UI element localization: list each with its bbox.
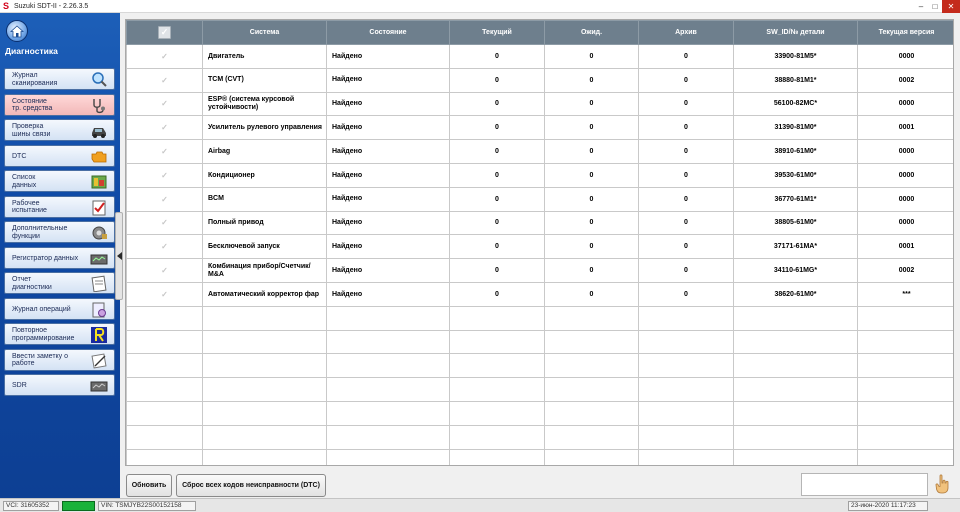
empty-table-row bbox=[127, 449, 955, 466]
cell-system: Кондиционер bbox=[203, 163, 327, 187]
sidebar-item-label: SDR bbox=[12, 382, 27, 389]
cell-system: ESP® (система курсовой устойчивости) bbox=[203, 92, 327, 116]
table-row[interactable] bbox=[127, 235, 955, 259]
cell-archive: 0 bbox=[639, 235, 734, 259]
sidebar-item-stethoscope[interactable] bbox=[4, 94, 115, 116]
cell-version: 0000 bbox=[858, 211, 955, 235]
cell-sw-id: 38805-61M0* bbox=[734, 211, 858, 235]
status-bar bbox=[0, 498, 960, 512]
table-header-row bbox=[127, 21, 955, 45]
cell-expected: 0 bbox=[545, 187, 639, 211]
cell-current: 0 bbox=[450, 282, 545, 306]
cell-system: Автоматический корректор фар bbox=[203, 282, 327, 306]
cell-sw-id: 34110-61MG* bbox=[734, 259, 858, 283]
sidebar-item-label: Журнал сканирования bbox=[12, 72, 58, 87]
vin-status: VIN: TSMJYB22S00152158 bbox=[98, 501, 196, 511]
table-row[interactable] bbox=[127, 92, 955, 116]
table-row[interactable] bbox=[127, 163, 955, 187]
cell-expected: 0 bbox=[545, 45, 639, 69]
cell-sw-id: 37171-61MA* bbox=[734, 235, 858, 259]
message-box bbox=[801, 473, 928, 496]
cell-current: 0 bbox=[450, 235, 545, 259]
title-bar bbox=[0, 0, 960, 13]
cell-sw-id: 39530-61M0* bbox=[734, 163, 858, 187]
table-row[interactable] bbox=[127, 116, 955, 140]
cell-archive: 0 bbox=[639, 116, 734, 140]
window-title: Suzuki SDT-II - 2.26.3.5 bbox=[14, 2, 89, 10]
cell-system: Бесключевой запуск bbox=[203, 235, 327, 259]
cell-archive: 0 bbox=[639, 259, 734, 283]
select-all-checkbox[interactable]: ✓ bbox=[158, 26, 171, 39]
sidebar-item-car[interactable] bbox=[4, 119, 115, 141]
home-icon bbox=[10, 25, 24, 38]
sidebar-item-checklist[interactable] bbox=[4, 196, 115, 218]
collapse-arrow-icon bbox=[117, 252, 122, 260]
cell-system: Полный привод bbox=[203, 211, 327, 235]
row-checkbox[interactable]: ✓ bbox=[127, 45, 203, 69]
cell-expected: 0 bbox=[545, 282, 639, 306]
cell-archive: 0 bbox=[639, 140, 734, 164]
sdr-icon bbox=[90, 377, 108, 394]
tools-icon bbox=[90, 224, 108, 241]
sidebar-item-label: Рабочее испытание bbox=[12, 199, 47, 214]
cell-version: 0002 bbox=[858, 259, 955, 283]
sidebar-item-engine-warning[interactable] bbox=[4, 145, 115, 167]
report-icon bbox=[90, 275, 108, 292]
cell-current: 0 bbox=[450, 68, 545, 92]
sidebar-title: Диагностика bbox=[5, 46, 58, 56]
datetime-status: 23-июн-2020 11:17:23 bbox=[848, 501, 928, 511]
minimize-button[interactable]: – bbox=[918, 2, 924, 11]
data-list-icon bbox=[90, 173, 108, 190]
cell-state: Найдено bbox=[327, 282, 450, 306]
recorder-icon bbox=[90, 250, 108, 267]
empty-table-row bbox=[127, 401, 955, 425]
empty-table-row bbox=[127, 378, 955, 402]
cell-version: 0001 bbox=[858, 235, 955, 259]
sidebar-item-label: Отчет диагностики bbox=[12, 276, 52, 291]
connection-indicator bbox=[62, 501, 95, 511]
row-checkbox[interactable]: ✓ bbox=[127, 140, 203, 164]
cell-expected: 0 bbox=[545, 140, 639, 164]
sidebar-item-sdr[interactable] bbox=[4, 374, 115, 396]
column-header: Ожид. bbox=[545, 21, 639, 45]
cell-archive: 0 bbox=[639, 211, 734, 235]
row-checkbox[interactable]: ✓ bbox=[127, 163, 203, 187]
cell-expected: 0 bbox=[545, 92, 639, 116]
cell-state: Найдено bbox=[327, 92, 450, 116]
cell-archive: 0 bbox=[639, 45, 734, 69]
cell-state: Найдено bbox=[327, 211, 450, 235]
empty-table-row bbox=[127, 425, 955, 449]
hand-pointer-icon[interactable] bbox=[934, 473, 952, 495]
cell-archive: 0 bbox=[639, 163, 734, 187]
operation-log-icon bbox=[90, 301, 108, 318]
row-checkbox[interactable]: ✓ bbox=[127, 235, 203, 259]
column-header: SW_ID/№ детали bbox=[734, 21, 858, 45]
cell-state: Найдено bbox=[327, 45, 450, 69]
cell-current: 0 bbox=[450, 187, 545, 211]
window-controls bbox=[914, 0, 960, 13]
cell-system: BCM bbox=[203, 187, 327, 211]
sidebar-item-report[interactable] bbox=[4, 272, 115, 294]
cell-expected: 0 bbox=[545, 116, 639, 140]
row-checkbox[interactable]: ✓ bbox=[127, 187, 203, 211]
clear-dtc-button[interactable]: Сброс всех кодов неисправности (DTC) bbox=[176, 474, 326, 497]
note-icon bbox=[90, 352, 108, 369]
column-header: Архив bbox=[639, 21, 734, 45]
cell-state: Найдено bbox=[327, 259, 450, 283]
column-header: Состояние bbox=[327, 21, 450, 45]
cell-expected: 0 bbox=[545, 163, 639, 187]
cell-expected: 0 bbox=[545, 259, 639, 283]
sidebar-collapse-handle[interactable] bbox=[115, 212, 123, 300]
cell-state: Найдено bbox=[327, 140, 450, 164]
cell-expected: 0 bbox=[545, 68, 639, 92]
refresh-button[interactable]: Обновить bbox=[126, 474, 172, 497]
table-row[interactable] bbox=[127, 68, 955, 92]
table-row[interactable] bbox=[127, 282, 955, 306]
cell-state: Найдено bbox=[327, 187, 450, 211]
cell-sw-id: 38910-61M0* bbox=[734, 140, 858, 164]
cell-sw-id: 33900-81M5* bbox=[734, 45, 858, 69]
table-row[interactable] bbox=[127, 259, 955, 283]
cell-version: 0002 bbox=[858, 68, 955, 92]
car-icon bbox=[90, 122, 108, 139]
home-button[interactable] bbox=[6, 20, 28, 42]
sidebar-item-magnifier[interactable] bbox=[4, 68, 115, 90]
table-row[interactable] bbox=[127, 211, 955, 235]
cell-current: 0 bbox=[450, 140, 545, 164]
cell-system: Двигатель bbox=[203, 45, 327, 69]
column-header: Система bbox=[203, 21, 327, 45]
cell-version: 0000 bbox=[858, 187, 955, 211]
cell-expected: 0 bbox=[545, 211, 639, 235]
cell-current: 0 bbox=[450, 116, 545, 140]
close-button[interactable]: ✕ bbox=[942, 0, 960, 13]
cell-current: 0 bbox=[450, 211, 545, 235]
column-header: Текущая версия bbox=[858, 21, 955, 45]
cell-sw-id: 31390-81M0* bbox=[734, 116, 858, 140]
cell-version: 0000 bbox=[858, 140, 955, 164]
table-row[interactable] bbox=[127, 140, 955, 164]
sidebar-item-reprogram[interactable] bbox=[4, 323, 115, 345]
system-status-table bbox=[125, 19, 954, 466]
sidebar-item-recorder[interactable] bbox=[4, 247, 115, 269]
cell-sw-id: 38620-61M0* bbox=[734, 282, 858, 306]
cell-version: 0000 bbox=[858, 92, 955, 116]
reprogram-icon bbox=[90, 326, 108, 343]
sidebar-item-operation-log[interactable] bbox=[4, 298, 115, 320]
cell-system: Airbag bbox=[203, 140, 327, 164]
cell-archive: 0 bbox=[639, 187, 734, 211]
sidebar-item-label: DTC bbox=[12, 152, 27, 160]
empty-table-row bbox=[127, 330, 955, 354]
table-row[interactable] bbox=[127, 45, 955, 69]
row-checkbox[interactable]: ✓ bbox=[127, 259, 203, 283]
sidebar-item-label: Журнал операций bbox=[12, 305, 71, 313]
sidebar-item-label: Состояние тр. средства bbox=[12, 97, 53, 112]
table-row[interactable] bbox=[127, 187, 955, 211]
cell-expected: 0 bbox=[545, 235, 639, 259]
vci-status: VCI: 31605352 bbox=[3, 501, 59, 511]
sidebar-item-label: Ввести заметку о работе bbox=[12, 352, 69, 367]
row-checkbox[interactable]: ✓ bbox=[127, 211, 203, 235]
empty-table-row bbox=[127, 354, 955, 378]
sidebar-item-label: Дополнительные функции bbox=[12, 225, 68, 240]
sidebar-item-label: Список данных bbox=[12, 174, 37, 189]
select-all-header[interactable] bbox=[127, 21, 203, 45]
cell-state: Найдено bbox=[327, 235, 450, 259]
column-header: Текущий bbox=[450, 21, 545, 45]
cell-sw-id: 38880-81M1* bbox=[734, 68, 858, 92]
stethoscope-icon bbox=[90, 97, 108, 114]
cell-version: 0000 bbox=[858, 163, 955, 187]
row-checkbox[interactable]: ✓ bbox=[127, 92, 203, 116]
row-checkbox[interactable]: ✓ bbox=[127, 116, 203, 140]
sidebar-item-note[interactable] bbox=[4, 349, 115, 371]
checklist-icon bbox=[90, 199, 108, 216]
maximize-button[interactable]: □ bbox=[932, 2, 938, 11]
cell-system: Усилитель рулевого управления bbox=[203, 116, 327, 140]
cell-sw-id: 36770-61M1* bbox=[734, 187, 858, 211]
cell-state: Найдено bbox=[327, 163, 450, 187]
sidebar bbox=[0, 13, 120, 498]
row-checkbox[interactable]: ✓ bbox=[127, 282, 203, 306]
cell-version: 0001 bbox=[858, 116, 955, 140]
row-checkbox[interactable]: ✓ bbox=[127, 68, 203, 92]
sidebar-item-label: Регистратор данных bbox=[12, 254, 79, 262]
suzuki-logo-icon: S bbox=[3, 1, 10, 11]
empty-table-row bbox=[127, 306, 955, 330]
sidebar-item-tools[interactable] bbox=[4, 221, 115, 243]
cell-system: Комбинация прибор/Счетчик/ M&A bbox=[203, 259, 327, 283]
magnifier-icon bbox=[90, 71, 108, 88]
cell-state: Найдено bbox=[327, 68, 450, 92]
sidebar-item-data-list[interactable] bbox=[4, 170, 115, 192]
cell-system: TCM (CVT) bbox=[203, 68, 327, 92]
cell-sw-id: 56100-82MC* bbox=[734, 92, 858, 116]
cell-state: Найдено bbox=[327, 116, 450, 140]
sidebar-item-label: Повторное программирование bbox=[12, 327, 75, 342]
cell-archive: 0 bbox=[639, 92, 734, 116]
cell-current: 0 bbox=[450, 163, 545, 187]
cell-version: *** bbox=[858, 282, 955, 306]
cell-archive: 0 bbox=[639, 282, 734, 306]
cell-current: 0 bbox=[450, 45, 545, 69]
sidebar-item-label: Проверка шины связи bbox=[12, 123, 51, 138]
cell-current: 0 bbox=[450, 259, 545, 283]
cell-archive: 0 bbox=[639, 68, 734, 92]
cell-version: 0000 bbox=[858, 45, 955, 69]
cell-current: 0 bbox=[450, 92, 545, 116]
engine-warning-icon bbox=[90, 148, 108, 165]
